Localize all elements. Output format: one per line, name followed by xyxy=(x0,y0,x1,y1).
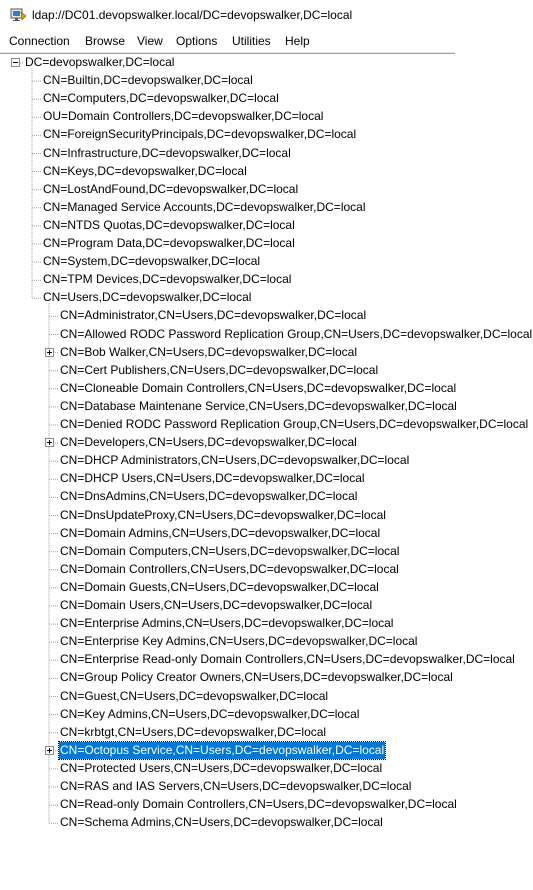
tree-node-user[interactable]: CN=Schema Admins,CN=Users,DC=devopswalker,DC=local xyxy=(60,815,383,830)
tree-node-user[interactable]: CN=krbtgt,CN=Users,DC=devopswalker,DC=local xyxy=(60,724,327,739)
tree-node-user[interactable]: CN=Database Maintenane Service,CN=Users,DC=devopswalker,DC=local xyxy=(60,398,457,413)
tree-node-level1[interactable]: CN=Users,DC=devopswalker,DC=local xyxy=(43,290,252,305)
tree-node-user[interactable]: CN=Denied RODC Password Replication Group,CN=Users,DC=devopswalker,DC=local xyxy=(60,417,529,431)
menu-utilities[interactable]: Utilities xyxy=(232,34,271,48)
tree-node-expander[interactable] xyxy=(45,746,54,755)
ldp-app-icon xyxy=(10,7,27,22)
tree-node-user[interactable]: CN=Enterprise Key Admins,CN=Users,DC=devopswalker,DC=local xyxy=(60,634,418,649)
tree-node-level1[interactable]: CN=NTDS Quotas,DC=devopswalker,DC=local xyxy=(43,217,295,232)
tree-node-user[interactable]: CN=Domain Guests,CN=Users,DC=devopswalker,DC=local xyxy=(60,579,379,594)
tree-node-user[interactable]: CN=Enterprise Admins,CN=Users,DC=devopswalker,DC=local xyxy=(60,616,394,631)
menu-help[interactable]: Help xyxy=(285,34,310,48)
tree-node-level1[interactable]: CN=TPM Devices,DC=devopswalker,DC=local xyxy=(43,272,292,287)
tree-node-level1[interactable]: CN=Infrastructure,DC=devopswalker,DC=local xyxy=(43,145,291,160)
tree-node-level1[interactable]: CN=Computers,DC=devopswalker,DC=local xyxy=(43,91,279,106)
tree-node-user[interactable]: CN=Allowed RODC Password Replication Group,CN=Users,DC=devopswalker,DC=local xyxy=(60,326,533,341)
tree-node-user[interactable]: CN=DHCP Users,CN=Users,DC=devopswalker,DC=local xyxy=(60,471,365,486)
tree-node-user[interactable]: CN=DHCP Administrators,CN=Users,DC=devopswalker,DC=local xyxy=(60,453,410,468)
tree-node-level1[interactable]: CN=Program Data,DC=devopswalker,DC=local xyxy=(43,236,295,250)
menu-browse[interactable]: Browse xyxy=(85,34,126,48)
tree-root-expander[interactable] xyxy=(11,58,20,67)
tree-root-node[interactable]: DC=devopswalker,DC=local xyxy=(25,55,175,69)
tree-node-level1[interactable]: CN=ForeignSecurityPrincipals,DC=devopswalker,DC=local xyxy=(43,127,357,142)
title-bar xyxy=(0,0,455,30)
tree-node-user[interactable]: CN=Domain Controllers,CN=Users,DC=devopswalker,DC=local xyxy=(60,561,399,576)
tree-node-user[interactable]: CN=Domain Admins,CN=Users,DC=devopswalker,DC=local xyxy=(60,525,381,540)
tree-node-user[interactable]: CN=Domain Computers,CN=Users,DC=devopswalker,DC=local xyxy=(60,543,400,558)
tree-node-user[interactable]: CN=Cloneable Domain Controllers,CN=Users,DC=devopswalker,DC=local xyxy=(60,380,457,395)
tree-node-level1[interactable]: CN=System,DC=devopswalker,DC=local xyxy=(43,254,261,269)
tree-node-user[interactable]: CN=Group Policy Creator Owners,CN=Users,DC=devopswalker,DC=local xyxy=(60,670,453,685)
tree-node-user[interactable]: CN=Key Admins,CN=Users,DC=devopswalker,DC=local xyxy=(60,706,360,721)
tree-node-user[interactable]: CN=Administrator,CN=Users,DC=devopswalker,DC=local xyxy=(60,308,367,323)
tree-node-user[interactable]: CN=Guest,CN=Users,DC=devopswalker,DC=local xyxy=(60,688,329,703)
menu-connection[interactable]: Connection xyxy=(9,34,70,48)
tree-node-user[interactable]: CN=RAS and IAS Servers,CN=Users,DC=devopswalker,DC=local xyxy=(60,779,412,793)
tree-node-user[interactable]: CN=Octopus Service,CN=Users,DC=devopswalker,DC=local xyxy=(60,742,385,757)
tree-node-level1[interactable]: CN=Builtin,DC=devopswalker,DC=local xyxy=(43,73,253,88)
tree-node-user[interactable]: CN=DnsAdmins,CN=Users,DC=devopswalker,DC=local xyxy=(60,489,358,504)
menu-options[interactable]: Options xyxy=(176,34,218,48)
tree-node-expander[interactable] xyxy=(45,438,54,447)
tree-node-user[interactable]: CN=Protected Users,CN=Users,DC=devopswalker,DC=local xyxy=(60,760,383,775)
tree-node-user[interactable]: CN=Read-only Domain Controllers,CN=Users,DC=devopswalker,DC=local xyxy=(60,797,457,812)
tree-node-user[interactable]: CN=Bob Walker,CN=Users,DC=devopswalker,DC=local xyxy=(60,344,357,359)
tree-node-level1[interactable]: CN=Managed Service Accounts,DC=devopswalker,DC=local xyxy=(43,199,366,214)
tree-node-level1[interactable]: OU=Domain Controllers,DC=devopswalker,DC=local xyxy=(43,109,324,124)
tree-node-user[interactable]: CN=DnsUpdateProxy,CN=Users,DC=devopswalker,DC=local xyxy=(60,507,386,522)
menu-view[interactable]: View xyxy=(137,34,163,48)
tree-node-expander[interactable] xyxy=(45,348,54,357)
tree-node-level1[interactable]: CN=LostAndFound,DC=devopswalker,DC=local xyxy=(43,181,299,196)
tree-node-user[interactable]: CN=Developers,CN=Users,DC=devopswalker,DC=local xyxy=(60,435,357,450)
tree-node-level1[interactable]: CN=Keys,DC=devopswalker,DC=local xyxy=(43,163,247,178)
window-title: ldap://DC01.devopswalker.local/DC=devopswalker,DC=local xyxy=(32,8,353,22)
tree-node-user[interactable]: CN=Enterprise Read-only Domain Controllers,CN=Users,DC=devopswalker,DC=local xyxy=(60,652,515,667)
tree-node-user[interactable]: CN=Domain Users,CN=Users,DC=devopswalker,DC=local xyxy=(60,598,373,612)
menu-bar xyxy=(0,30,455,53)
tree-node-user[interactable]: CN=Cert Publishers,CN=Users,DC=devopswalker,DC=local xyxy=(60,362,379,377)
ldap-tree-view[interactable] xyxy=(0,53,533,890)
